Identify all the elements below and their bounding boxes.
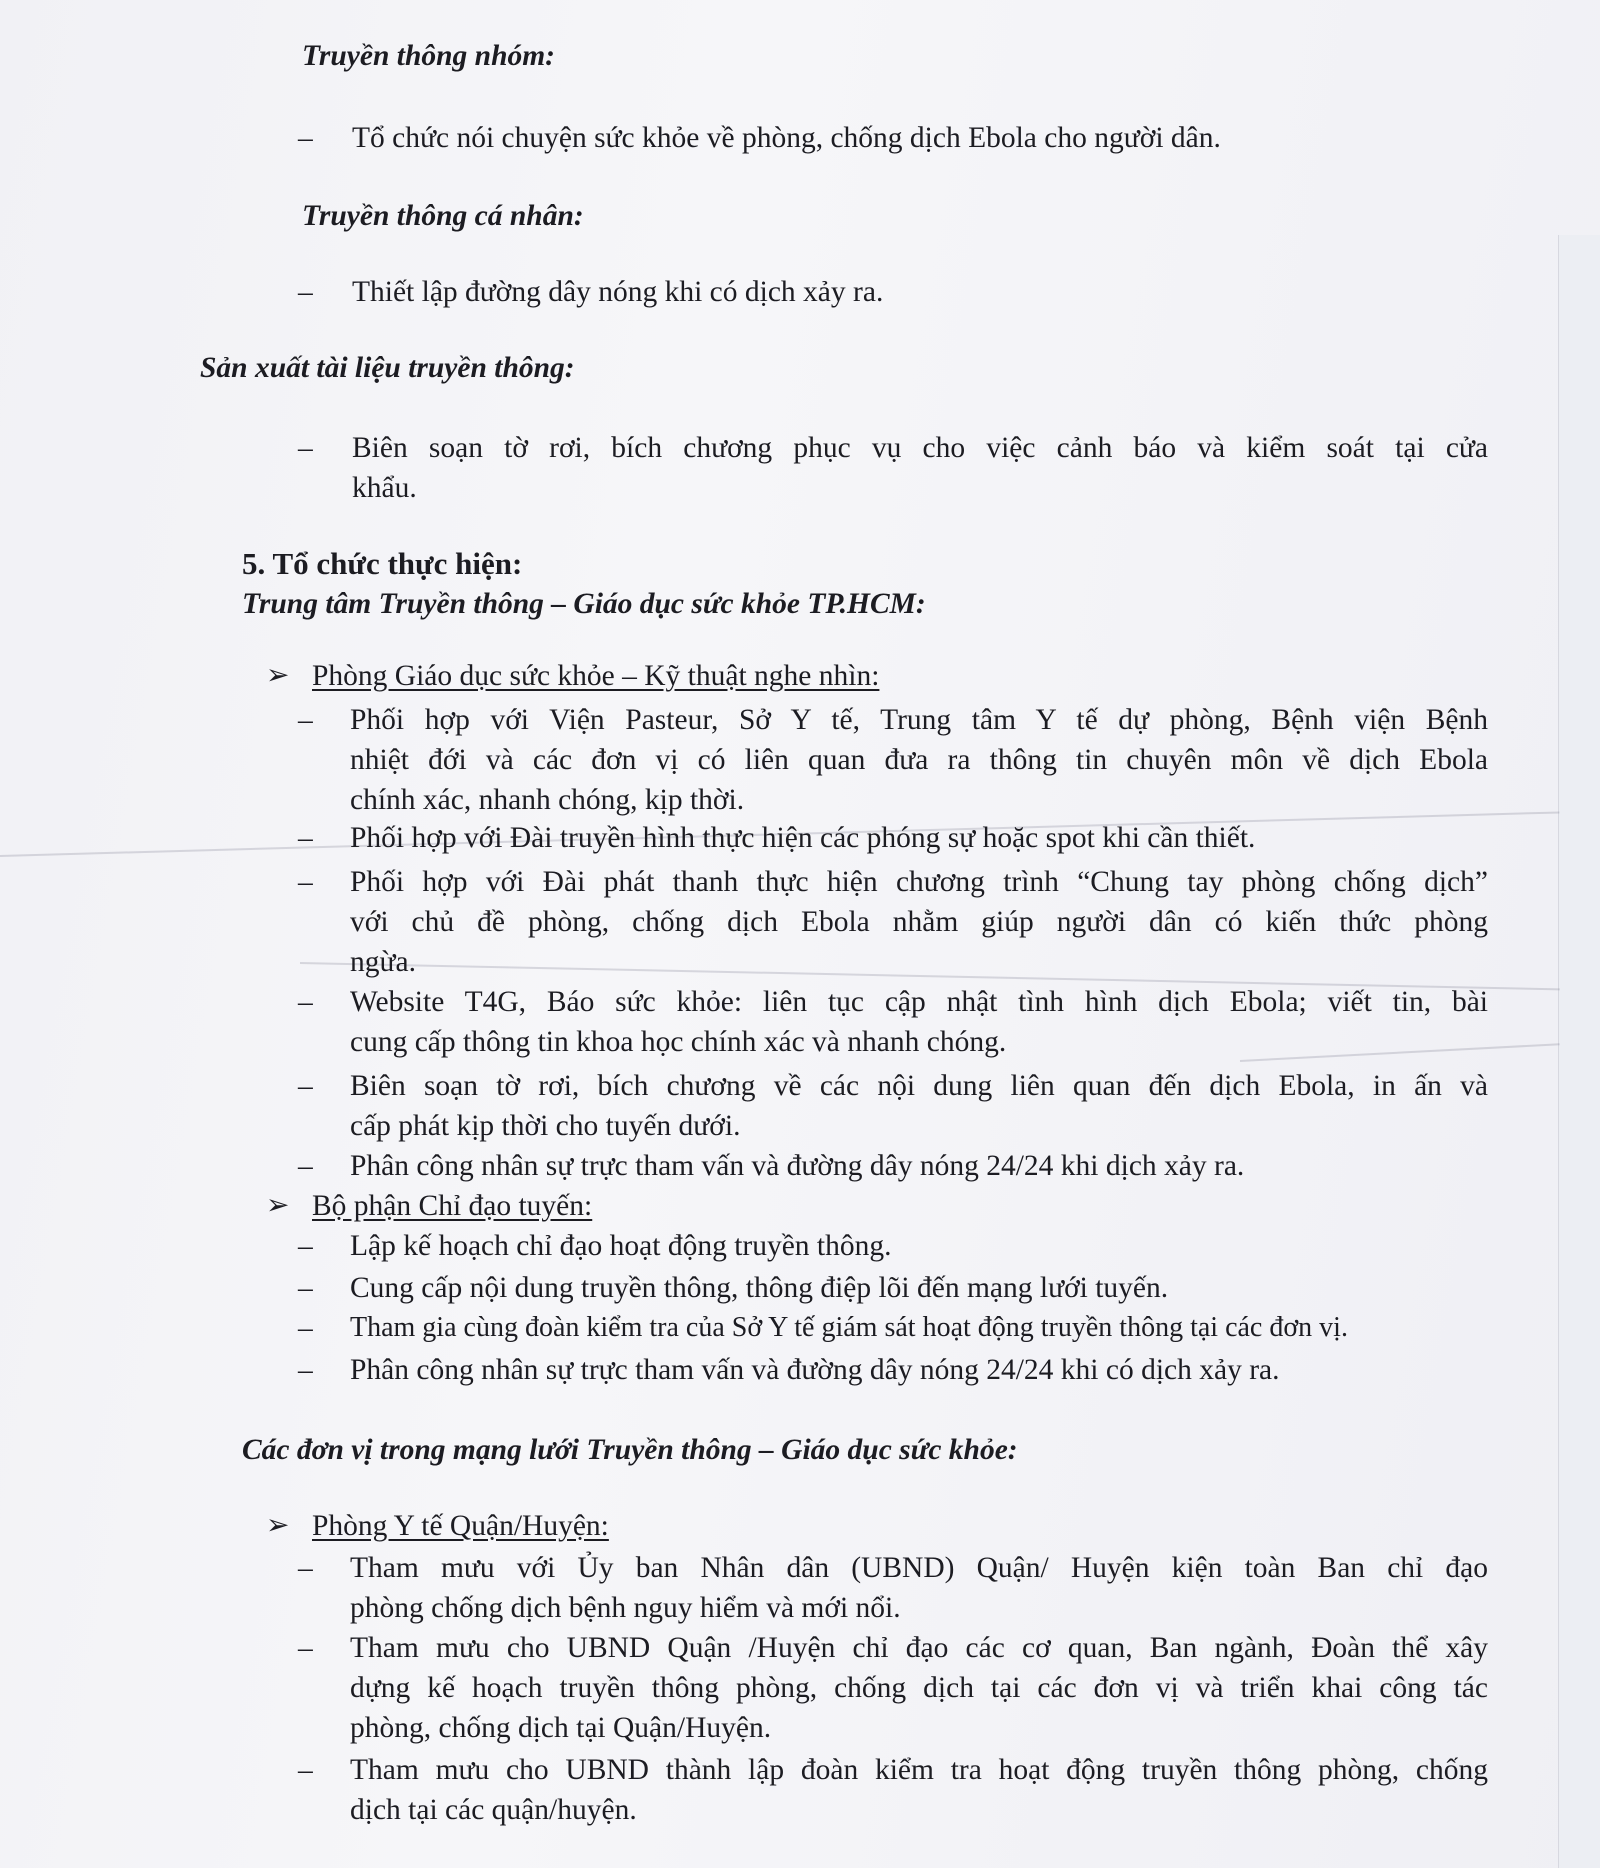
list-item: Biên soạn tờ rơi, bích chương phục vụ cho việc cảnh báo và kiểm soát tại cửa xyxy=(352,432,1488,464)
list-item: Phối hợp với Viện Pasteur, Sở Y tế, Trung tâm Y tế dự phòng, Bệnh viện Bệnh xyxy=(350,704,1488,736)
list-item-continuation: nhiệt đới và các đơn vị có liên quan đưa ra thông tin chuyên môn về dịch Ebola xyxy=(350,744,1488,776)
dash-bullet: – xyxy=(298,122,313,154)
list-item-continuation: khẩu. xyxy=(352,472,417,504)
dash-bullet: – xyxy=(298,1070,313,1102)
list-item-continuation: phòng, chống dịch tại Quận/Huyện. xyxy=(350,1712,772,1744)
list-item: Tham gia cùng đoàn kiểm tra của Sở Y tế giám sát hoạt động truyền thông tại các đơn vị. xyxy=(350,1312,1348,1343)
dash-bullet: – xyxy=(298,1754,313,1786)
dash-bullet: – xyxy=(298,1632,313,1664)
section-title-group: Truyền thông nhóm: xyxy=(302,40,555,72)
list-item: Phối hợp với Đài truyền hình thực hiện các phóng sự hoặc spot khi cần thiết. xyxy=(350,822,1256,854)
list-item-continuation: dựng kế hoạch truyền thông phòng, chống dịch tại các đơn vị và triển khai công tác xyxy=(350,1672,1488,1704)
arrow-bullet: ➢ xyxy=(266,1510,290,1541)
arrow-bullet: ➢ xyxy=(266,1190,290,1221)
list-item-continuation: cung cấp thông tin khoa học chính xác và nhanh chóng. xyxy=(350,1026,1007,1058)
dash-bullet: – xyxy=(298,1230,313,1262)
section-title-network: Các đơn vị trong mạng lưới Truyền thông – Giáo dục sức khỏe: xyxy=(242,1434,1018,1466)
list-item: Thiết lập đường dây nóng khi có dịch xảy ra. xyxy=(352,276,884,308)
dash-bullet: – xyxy=(298,1312,313,1344)
section-title-implementation: 5. Tổ chức thực hiện: xyxy=(242,546,523,581)
dash-bullet: – xyxy=(298,866,313,898)
list-item-continuation: với chủ đề phòng, chống dịch Ebola nhằm giúp người dân có kiến thức phòng xyxy=(350,906,1488,938)
list-item-continuation: phòng chống dịch bệnh nguy hiểm và mới nổi. xyxy=(350,1592,901,1624)
list-item: Tham mưu cho UBND thành lập đoàn kiểm tra hoạt động truyền thông phòng, chống xyxy=(350,1754,1488,1786)
arrow-bullet: ➢ xyxy=(266,660,290,691)
list-item: Tham mưu cho UBND Quận /Huyện chỉ đạo các cơ quan, Ban ngành, Đoàn thể xây xyxy=(350,1632,1488,1664)
list-item: Phân công nhân sự trực tham vấn và đường dây nóng 24/24 khi dịch xảy ra. xyxy=(350,1150,1245,1182)
section-title-individual: Truyền thông cá nhân: xyxy=(302,200,584,232)
dash-bullet: – xyxy=(298,1354,313,1386)
list-item: Phân công nhân sự trực tham vấn và đường dây nóng 24/24 khi có dịch xảy ra. xyxy=(350,1354,1280,1386)
dash-bullet: – xyxy=(298,822,313,854)
dash-bullet: – xyxy=(298,432,313,464)
list-item: Cung cấp nội dung truyền thông, thông điệp lõi đến mạng lưới tuyến. xyxy=(350,1272,1169,1304)
dash-bullet: – xyxy=(298,1272,313,1304)
dash-bullet: – xyxy=(298,986,313,1018)
section-subtitle-center: Trung tâm Truyền thông – Giáo dục sức khỏe TP.HCM: xyxy=(242,588,926,620)
list-item: Website T4G, Báo sức khỏe: liên tục cập nhật tình hình dịch Ebola; viết tin, bài xyxy=(350,986,1488,1018)
list-item-continuation: dịch tại các quận/huyện. xyxy=(350,1794,637,1826)
list-item: Tham mưu với Ủy ban Nhân dân (UBND) Quận/ Huyện kiện toàn Ban chỉ đạo xyxy=(350,1552,1488,1584)
section-title-materials: Sản xuất tài liệu truyền thông: xyxy=(200,352,575,384)
dash-bullet: – xyxy=(298,1150,313,1182)
paper-crease xyxy=(1240,1043,1560,1062)
dept-title-district-health: Phòng Y tế Quận/Huyện: xyxy=(312,1510,609,1542)
list-item: Lập kế hoạch chỉ đạo hoạt động truyền thông. xyxy=(350,1230,892,1262)
dash-bullet: – xyxy=(298,1552,313,1584)
dash-bullet: – xyxy=(298,276,313,308)
list-item-continuation: cấp phát kịp thời cho tuyến dưới. xyxy=(350,1110,741,1142)
dept-title-health-education: Phòng Giáo dục sức khỏe – Kỹ thuật nghe nhìn: xyxy=(312,660,880,692)
dept-title-line-direction: Bộ phận Chỉ đạo tuyến: xyxy=(312,1190,593,1222)
list-item: Biên soạn tờ rơi, bích chương về các nội dung liên quan đến dịch Ebola, in ấn và xyxy=(350,1070,1488,1102)
page-edge-shadow xyxy=(1558,235,1600,1868)
dash-bullet: – xyxy=(298,704,313,736)
list-item: Phối hợp với Đài phát thanh thực hiện chương trình “Chung tay phòng chống dịch” xyxy=(350,866,1488,898)
list-item: Tổ chức nói chuyện sức khỏe về phòng, chống dịch Ebola cho người dân. xyxy=(352,122,1221,154)
list-item-continuation: ngừa. xyxy=(350,946,416,978)
list-item-continuation: chính xác, nhanh chóng, kịp thời. xyxy=(350,784,745,816)
